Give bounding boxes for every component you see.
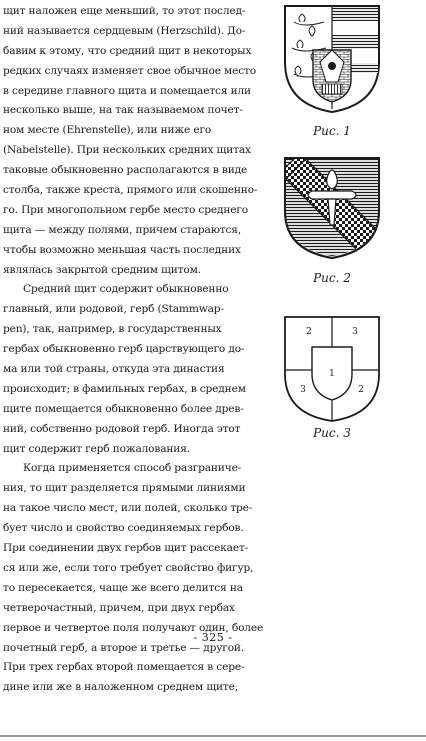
field-label-top-left: 2 — [306, 327, 312, 337]
shield-icon — [282, 155, 382, 260]
figure-1-coat-of-arms — [282, 4, 382, 115]
text-line: щит наложен еще меньший, то этот послед- — [3, 5, 246, 17]
page-number: - 325 - — [193, 631, 233, 644]
text-line: щит содержит герб пожалования. — [3, 442, 190, 455]
field-label-bottom-right: 2 — [358, 385, 364, 395]
page-edge-divider — [0, 735, 426, 737]
text-line: на такое число мест, или полей, сколько тре- — [3, 502, 253, 515]
text-line: дине или же в наложенном среднем щите, — [3, 681, 238, 694]
text-line: ма или той страны, откуда эта династия — [3, 363, 225, 376]
text-line: чтобы возможно меньшая часть последних — [3, 243, 241, 256]
figure-2-caption: Рис. 2 — [313, 271, 351, 285]
text-line: pen), так, например, в государственных — [3, 323, 222, 336]
text-line: редких случаях изменяет свое обычное место — [3, 64, 256, 77]
text-line: четверочастный, причем, при двух гербах — [3, 601, 235, 614]
text-line: ний, собственно родовой герб. Иногда этот — [3, 422, 241, 435]
text-line: гербах обыкновенно герб царствующего до- — [3, 343, 245, 356]
text-line: ний называется сердцевым (Herzschild). До- — [3, 24, 246, 37]
text-line: ном месте (Ehrenstelle), или ниже его — [3, 124, 212, 137]
text-line: Когда применяется способ разграниче- — [23, 462, 242, 475]
text-line: столба, также креста, прямого или скошенно- — [3, 184, 258, 197]
text-line: щита — между полями, причем стараются, — [3, 223, 242, 236]
text-line: являлась закрытой средним щитом. — [3, 263, 201, 276]
figure-3-quartered-shield — [282, 314, 382, 424]
figure-1-caption: Рис. 1 — [313, 124, 351, 138]
text-line: главный, или родовой, герб (Stammwap- — [3, 303, 224, 316]
text-line: ния, то щит разделяется прямыми линиями — [3, 482, 246, 495]
text-line: Средний щит содержит обыкновенно — [23, 283, 229, 296]
text-line: в середине главного щита и помещается или — [3, 84, 251, 97]
text-line: почетный герб, а второе и третье — другой. — [3, 641, 245, 654]
field-label-bottom-left: 3 — [300, 385, 306, 395]
shield-icon — [282, 314, 382, 424]
field-label-top-right: 3 — [352, 327, 358, 337]
figure-3-caption: Рис. 3 — [313, 426, 351, 440]
text-line: бавим к этому, что средний щит в некоторых — [3, 44, 252, 57]
figure-2-coat-of-arms — [282, 155, 382, 260]
text-line: При соединении двух гербов щит рассекает- — [3, 542, 249, 555]
shield-icon — [282, 4, 382, 115]
text-line: ся или же, если того требует свойство фигур, — [3, 561, 254, 574]
text-line: го. При многопольном гербе место среднего — [3, 203, 248, 216]
field-label-center: 1 — [329, 369, 335, 379]
text-line: щите помещается обыкновенно более древ- — [3, 402, 244, 415]
text-line: то пересекается, чаще же всего делится на — [3, 581, 243, 594]
text-line: таковые обыкновенно располагаются в виде — [3, 164, 248, 177]
text-line: происходит; в фамильных гербах, в среднем — [3, 382, 246, 395]
text-line: (Nabelstelle). При нескольких средних щитах — [3, 144, 251, 157]
text-line: При трех гербах второй помещается в сере- — [3, 661, 245, 674]
text-line: первое и четвертое поля получают один, более — [3, 621, 264, 634]
body-text — [3, 2, 263, 698]
text-line: бует число и свойство соединяемых гербов. — [3, 522, 244, 535]
text-line: несколько выше, на так называемом почет- — [3, 104, 243, 117]
